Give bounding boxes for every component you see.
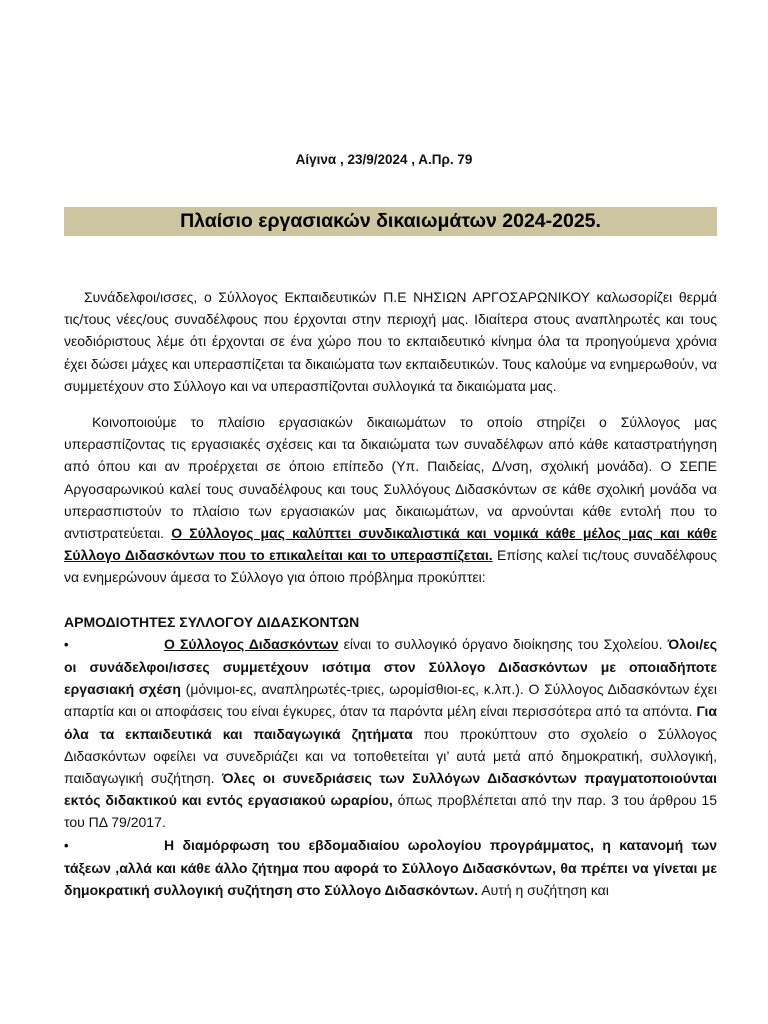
document-body bbox=[64, 286, 717, 901]
bullet1-text-3: που προκύπτουν στο σχολείο ο Σύλλογος Διδασκόντων οφείλει να συνεδριάζει και να τοποθετείται γι’ αυτά μετά από δημοκρατική, συλλογική, παιδαγωγική συζήτηση. bbox=[64, 725, 717, 787]
bullet1-bold-2: Για όλα τα εκπαιδευτικά και παιδαγωγικά ζητήματα bbox=[64, 703, 717, 742]
date-reference-line: Αίγινα , 23/9/2024 , Α.Πρ. 79 bbox=[295, 152, 473, 167]
bullet1-text-2: (μόνιμοι-ες, αναπληρωτές-τριες, ωρομίσθιοι-ες, κ.λπ.). Ο Σύλλογος Διδασκόντων έχει απαρτία και οι αποφάσεις του είναι έγκυρες, όταν τα παρόντα μέλη είναι περισσότερα από τα απόντα. bbox=[64, 681, 717, 720]
intro-paragraph: Συνάδελφοι/ισσες, ο Σύλλογος Εκπαιδευτικών Π.Ε ΝΗΣΙΩΝ ΑΡΓΟΣΑΡΩΝΙΚΟΥ καλωσορίζει θερμά τις/τους νέες/ους συναδέλφους που έρχονται στην περιοχή μας. Ιδιαίτερα στους αναπληρωτές και τους νεοδιόριστους λέμε ότι έρχονται σε ένα χώρο που το εκπαιδευτικό κίνημα όλα τα προηγούμενα χρόνια έχει δώσει μάχες και υπερασπίζεται τα δικαιώματα των εκπαιδευτικών. Τους καλούμε να ενημερωθούν, να συμμετέχουν στο Σύλλογο και να υπερασπίζονται συλλογικά τα δικαιώματα μας. bbox=[64, 289, 717, 394]
bullet1-text-4: όπως προβλέπεται από την παρ. 3 του άρθρου 15 του ΠΔ 79/2017. bbox=[64, 792, 717, 831]
bullet1-text-1: είναι το συλλογικό όργανο διοίκησης του Σχολείου. bbox=[338, 635, 668, 652]
bullet2-text-1: Αυτή η συζήτηση και bbox=[478, 882, 609, 899]
framework-paragraph bbox=[64, 411, 717, 589]
bullet1-bold-3: Όλες οι συνεδριάσεις των Συλλόγων Διδασκόντων πραγματοποιούνται εκτός διδακτικού και εντός εργασιακού ωραρίου, bbox=[64, 770, 718, 809]
bullet1-bold-1: Όλοι/ες οι συνάδελφοι/ισσες συμμετέχουν ισότιμα στον Σύλλογο Διδασκόντων με οποιαδήποτε εργασιακή σχέση bbox=[64, 635, 718, 698]
bullet-item-teachers-council bbox=[64, 633, 717, 834]
bullet-icon: • bbox=[64, 837, 69, 853]
section-heading: ΑΡΜΟΔΙΟΤΗΤΕΣ ΣΥΛΛΟΓΟΥ ΔΙΔΑΣΚΟΝΤΩΝ bbox=[64, 613, 360, 630]
bullet-item-timetable bbox=[64, 834, 717, 902]
bullet2-bold-1: Η διαμόρφωση του εβδομαδιαίου ωρολογίου προγράμματος, η κατανομή των τάξεων ,αλλά και κάθε άλλο ζήτημα που αφορά το Σύλλογο Διδασκόντων, θα πρέπει να γίνεται με δημοκρατική συλλογική συζήτηση στο Σύλλογο Διδασκόντων. bbox=[64, 836, 717, 899]
framework-paragraph-end: Επίσης καλεί τις/τους συναδέλφους να ενημερώνουν άμεσα το Σύλλογο για όποιο πρόβλημα προκύπτει: bbox=[64, 547, 717, 586]
framework-paragraph-start: Κοινοποιούμε το πλαίσιο εργασιακών δικαιωμάτων το οποίο στηρίζει ο Σύλλογος μας υπερασπίζοντας τις εργασιακές σχέσεις και τα δικαιώματα των συναδέλφων από κάθε καταστρατήγηση από όπου και αν προέρχεται σε όποιο επίπεδο (Υπ. Παιδείας, Δ/νση, σχολική μονάδα). Ο ΣΕΠΕ Αργοσαρωνικού καλεί τους συναδέλφους και τους Συλλόγους Διδασκόντων σε κάθε σχολική μονάδα να υπερασπιστούν το πλαίσιο των εργασιακών μας δικαιωμάτων, να αρνούνται κάθε εντολή που το αντιστρατεύεται. bbox=[64, 414, 717, 542]
bullet1-lead: Ο Σύλλογος Διδασκόντων bbox=[164, 635, 339, 652]
union-coverage-statement: Ο Σύλλογος μας καλύπτει συνδικαλιστικά και νομικά κάθε μέλος μας και κάθε Σύλλογο Διδασκόντων που το επικαλείται και το υπερασπίζεται. bbox=[64, 525, 717, 564]
document-title: Πλαίσιο εργασιακών δικαιωμάτων 2024-2025. bbox=[64, 207, 717, 236]
bullet-icon: • bbox=[64, 636, 69, 652]
